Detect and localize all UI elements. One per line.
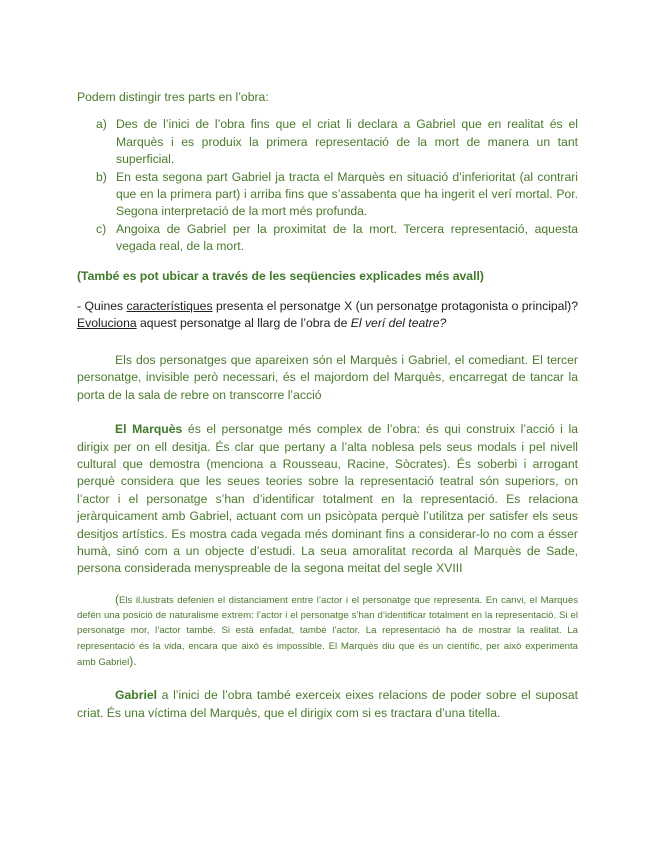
work-title: El verí del teatre? — [350, 316, 447, 331]
list-item — [77, 169, 578, 221]
list-item-text: Des de l’inici de l’obra fins que el criat li declara a Gabriel que en realitat és el Marquès i es produix la primera representació de la mort de manera un tant superficial. — [116, 117, 578, 167]
intro-line: Podem distingir tres parts en l’obra: — [77, 90, 269, 104]
question-text: - Quines — [77, 299, 127, 314]
marques-description: és el personatge més complex de l’obra: és qui construix l’acció i la dirigix per on ell desitja. És clar que pertany a l’alta noblesa pels seus modals i pel nivell cultural que demostra (menciona a Rousseau, Racine, Sòcrates). És soberbi i arrogant perquè considera que les seues teories sobre la representació teatral són superiors, on l’actor i el personatge s’han d’identificar totalment en la representació. Es relaciona jeràrquicament amb Gabriel, actuant com un psicòpata perquè l’utilitza per satisfer els seus desitjos artístics. Es mostra cada vegada més dominant fins a considerar-lo no com a ésser humà, sinó com a un objecte d’estudi. La seua amoralitat recorda al Marquès de Sade, persona considerada menyspreable de la segona meitat del segle XVIII — [77, 422, 578, 576]
gabriel-description: a l’inici de l’obra també exerceix eixes relacions de poder sobre el suposat criat. És una víctima del Marquès, que el dirigix com si es tractara d’una titella. — [77, 688, 578, 720]
marques-paragraph — [77, 421, 578, 578]
characters-paragraph: Els dos personatges que apareixen són el Marquès i Gabriel, el comediant. El tercer personatge, invisible però necessari, és el majordom del Marquès, encarregat de tancar la porta de la sala de rebre on transcorre l’acció — [77, 352, 578, 402]
enlightenment-note — [77, 592, 578, 670]
gabriel-paragraph — [77, 687, 578, 722]
character-name-gabriel: Gabriel — [115, 688, 157, 703]
note-text: Els il.lustrats defenien el distanciament entre l’actor i el personatge que representa. En canvi, el Marquès defèn una posició de naturalisme extrem: l’actor i el personatge s’han d’identificar totalment en la representació. Si el personatge mor, l’actor també. Si està enfadat, també l’actor. La representació ha de mostrar la realitat. La representació és la vida, encara que això és impossible. El Marquès diu que és un científic, per això experimenta amb Gabriel — [77, 594, 578, 668]
underlined-word: característiques — [126, 299, 213, 314]
note-close-paren: ). — [129, 653, 137, 668]
character-name-marques: El Marquès — [115, 422, 183, 437]
note-open-paren: ( — [115, 591, 119, 606]
question-text: presenta el personatge X (un persona — [212, 299, 421, 314]
list-item — [77, 116, 578, 168]
underlined-word: Evoluciona — [77, 316, 137, 331]
question-paragraph — [77, 298, 578, 333]
list-item-text: En esta segona part Gabriel ja tracta el Marquès en situació d’inferioritat (al contrari que en la primera part) i arriba fins que s’assabenta que ha ingerit el verí mortal. Por. Segona interpretació de la mort més profunda. — [116, 169, 578, 219]
list-marker: c) — [96, 221, 107, 236]
sequences-note: (També es pot ubicar a través de les seqüencies explicades més avall) — [77, 268, 484, 283]
list-item — [77, 221, 578, 256]
document-body — [77, 89, 578, 722]
list-marker: a) — [96, 117, 107, 132]
parts-list — [77, 116, 578, 255]
question-text: ge protagonista o principal)? — [424, 299, 579, 314]
question-text: aquest personatge al llarg de l’obra de — [136, 316, 351, 331]
underlined-letter: t — [420, 299, 425, 314]
list-item-text: Angoixa de Gabriel per la proximitat de la mort. Tercera representació, aquesta vegada real, de la mort. — [116, 221, 578, 254]
list-marker: b) — [96, 169, 107, 184]
